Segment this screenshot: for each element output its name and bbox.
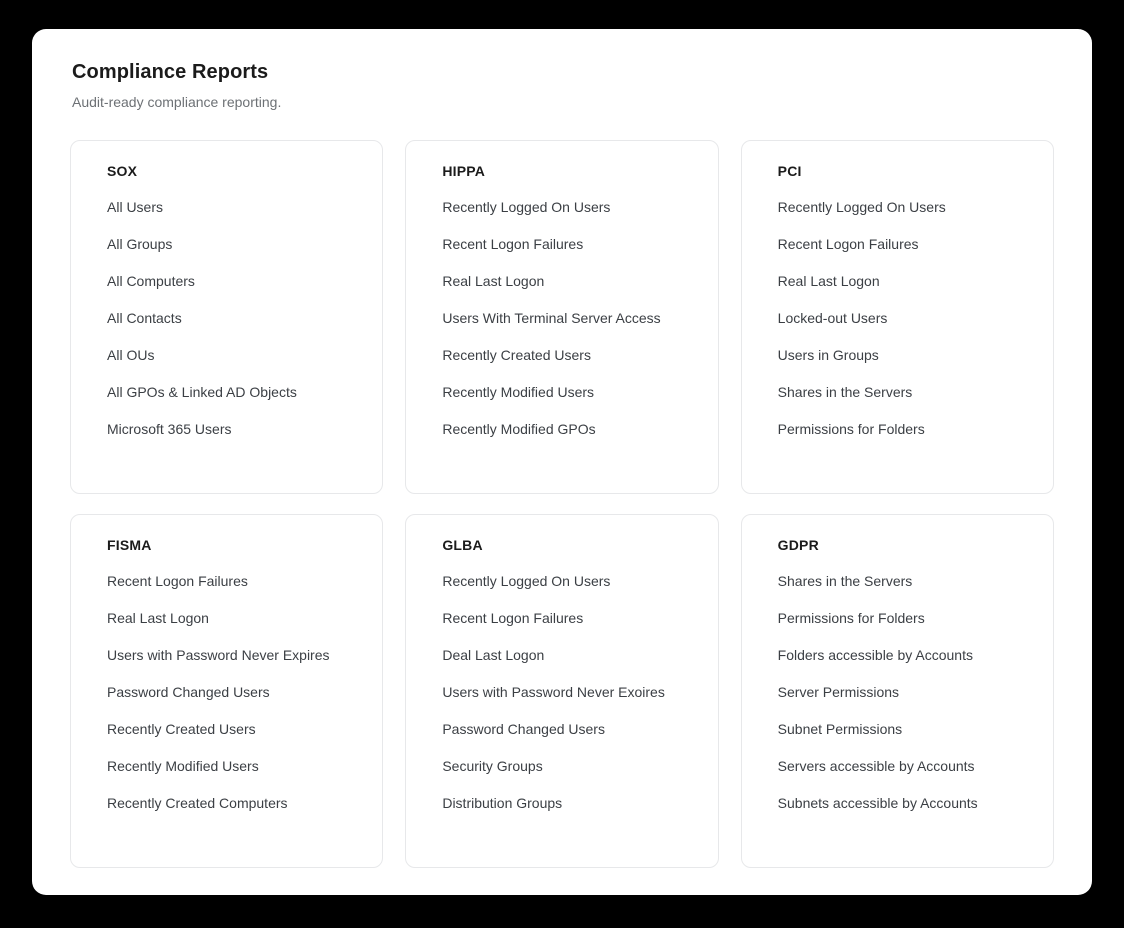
list-item xyxy=(71,674,382,711)
card-title: HIPPA xyxy=(442,163,486,179)
report-link[interactable]: Recently Created Users xyxy=(107,721,256,737)
list-item xyxy=(742,263,1053,300)
card-title: GLBA xyxy=(442,537,483,553)
report-link[interactable]: Security Groups xyxy=(442,758,543,774)
page-title: Compliance Reports xyxy=(72,61,269,83)
card-link-list xyxy=(406,563,717,822)
report-link[interactable]: Subnets accessible by Accounts xyxy=(777,795,978,811)
report-link[interactable]: Recently Logged On Users xyxy=(442,199,611,215)
report-link[interactable]: Locked-out Users xyxy=(777,310,888,326)
list-item xyxy=(406,263,717,300)
report-link[interactable]: All Groups xyxy=(107,236,173,252)
report-link[interactable]: Recent Logon Failures xyxy=(107,573,248,589)
report-link[interactable]: Folders accessible by Accounts xyxy=(777,647,973,663)
list-item xyxy=(71,226,382,263)
report-link[interactable]: All Contacts xyxy=(107,310,182,326)
list-item xyxy=(742,374,1053,411)
compliance-reports-window xyxy=(32,29,1092,895)
list-item xyxy=(406,637,717,674)
report-link[interactable]: Distribution Groups xyxy=(442,795,563,811)
report-card-glba xyxy=(405,514,718,868)
list-item xyxy=(406,189,717,226)
list-item xyxy=(71,300,382,337)
report-link[interactable]: Recently Modified Users xyxy=(107,758,259,774)
list-item xyxy=(71,748,382,785)
list-item xyxy=(71,600,382,637)
report-link[interactable]: Password Changed Users xyxy=(107,684,270,700)
list-item xyxy=(742,226,1053,263)
report-card-pci xyxy=(741,140,1054,494)
report-link[interactable]: All Users xyxy=(107,199,164,215)
report-link[interactable]: Password Changed Users xyxy=(442,721,605,737)
report-link[interactable]: Deal Last Logon xyxy=(442,647,545,663)
list-item xyxy=(742,711,1053,748)
report-link[interactable]: All GPOs & Linked AD Objects xyxy=(107,384,297,400)
list-item xyxy=(742,674,1053,711)
report-link[interactable]: Recently Logged On Users xyxy=(777,199,946,215)
card-link-list xyxy=(742,189,1053,448)
list-item xyxy=(406,674,717,711)
report-link[interactable]: Real Last Logon xyxy=(777,273,880,289)
card-link-list xyxy=(71,563,382,822)
list-item xyxy=(71,563,382,600)
report-link[interactable]: Recently Created Users xyxy=(442,347,591,363)
list-item xyxy=(742,300,1053,337)
card-link-list xyxy=(406,189,717,448)
report-link[interactable]: Recently Logged On Users xyxy=(442,573,611,589)
report-link[interactable]: All Computers xyxy=(107,273,195,289)
report-link[interactable]: Permissions for Folders xyxy=(777,610,925,626)
report-link[interactable]: Microsoft 365 Users xyxy=(107,421,232,437)
card-link-list xyxy=(742,563,1053,822)
list-item xyxy=(742,748,1053,785)
report-link[interactable]: Users in Groups xyxy=(777,347,879,363)
report-link[interactable]: Subnet Permissions xyxy=(777,721,903,737)
list-item xyxy=(406,748,717,785)
list-item xyxy=(742,189,1053,226)
report-link[interactable]: Real Last Logon xyxy=(107,610,209,626)
report-link[interactable]: Users with Password Never Exoires xyxy=(442,684,665,700)
list-item xyxy=(742,785,1053,822)
list-item xyxy=(406,785,717,822)
list-item xyxy=(406,411,717,448)
list-item xyxy=(71,785,382,822)
report-card-fisma xyxy=(70,514,383,868)
report-link[interactable]: Recent Logon Failures xyxy=(442,236,584,252)
list-item xyxy=(406,600,717,637)
report-card-sox xyxy=(70,140,383,494)
list-item xyxy=(406,374,717,411)
list-item xyxy=(71,263,382,300)
report-link[interactable]: Real Last Logon xyxy=(442,273,545,289)
report-link[interactable]: Users With Terminal Server Access xyxy=(442,310,661,326)
card-link-list xyxy=(71,189,382,448)
card-title: GDPR xyxy=(777,537,819,553)
report-link[interactable]: Permissions for Folders xyxy=(777,421,925,437)
list-item xyxy=(406,711,717,748)
report-card-hippa xyxy=(405,140,718,494)
report-link[interactable]: Servers accessible by Accounts xyxy=(777,758,975,774)
card-title: SOX xyxy=(107,163,138,179)
list-item xyxy=(406,300,717,337)
report-card-gdpr xyxy=(741,514,1054,868)
list-item xyxy=(406,563,717,600)
list-item xyxy=(406,337,717,374)
card-title: PCI xyxy=(777,163,802,179)
report-link[interactable]: Server Permissions xyxy=(777,684,900,700)
list-item xyxy=(71,189,382,226)
list-item xyxy=(742,337,1053,374)
list-item xyxy=(742,637,1053,674)
report-link[interactable]: Recently Modified GPOs xyxy=(442,421,596,437)
report-link[interactable]: All OUs xyxy=(107,347,155,363)
report-link[interactable]: Recently Created Computers xyxy=(107,795,288,811)
list-item xyxy=(742,600,1053,637)
report-link[interactable]: Shares in the Servers xyxy=(777,573,913,589)
report-card-grid xyxy=(32,110,1092,868)
page-subtitle: Audit-ready compliance reporting. xyxy=(72,94,282,110)
report-link[interactable]: Recent Logon Failures xyxy=(442,610,584,626)
report-link[interactable]: Shares in the Servers xyxy=(777,384,913,400)
list-item xyxy=(71,711,382,748)
list-item xyxy=(71,637,382,674)
card-title: FISMA xyxy=(107,537,152,553)
list-item xyxy=(71,411,382,448)
report-link[interactable]: Users with Password Never Expires xyxy=(107,647,330,663)
list-item xyxy=(742,411,1053,448)
report-link[interactable]: Recent Logon Failures xyxy=(777,236,919,252)
report-link[interactable]: Recently Modified Users xyxy=(442,384,595,400)
list-item xyxy=(406,226,717,263)
list-item xyxy=(71,374,382,411)
page-header xyxy=(32,29,1092,110)
list-item xyxy=(742,563,1053,600)
list-item xyxy=(71,337,382,374)
